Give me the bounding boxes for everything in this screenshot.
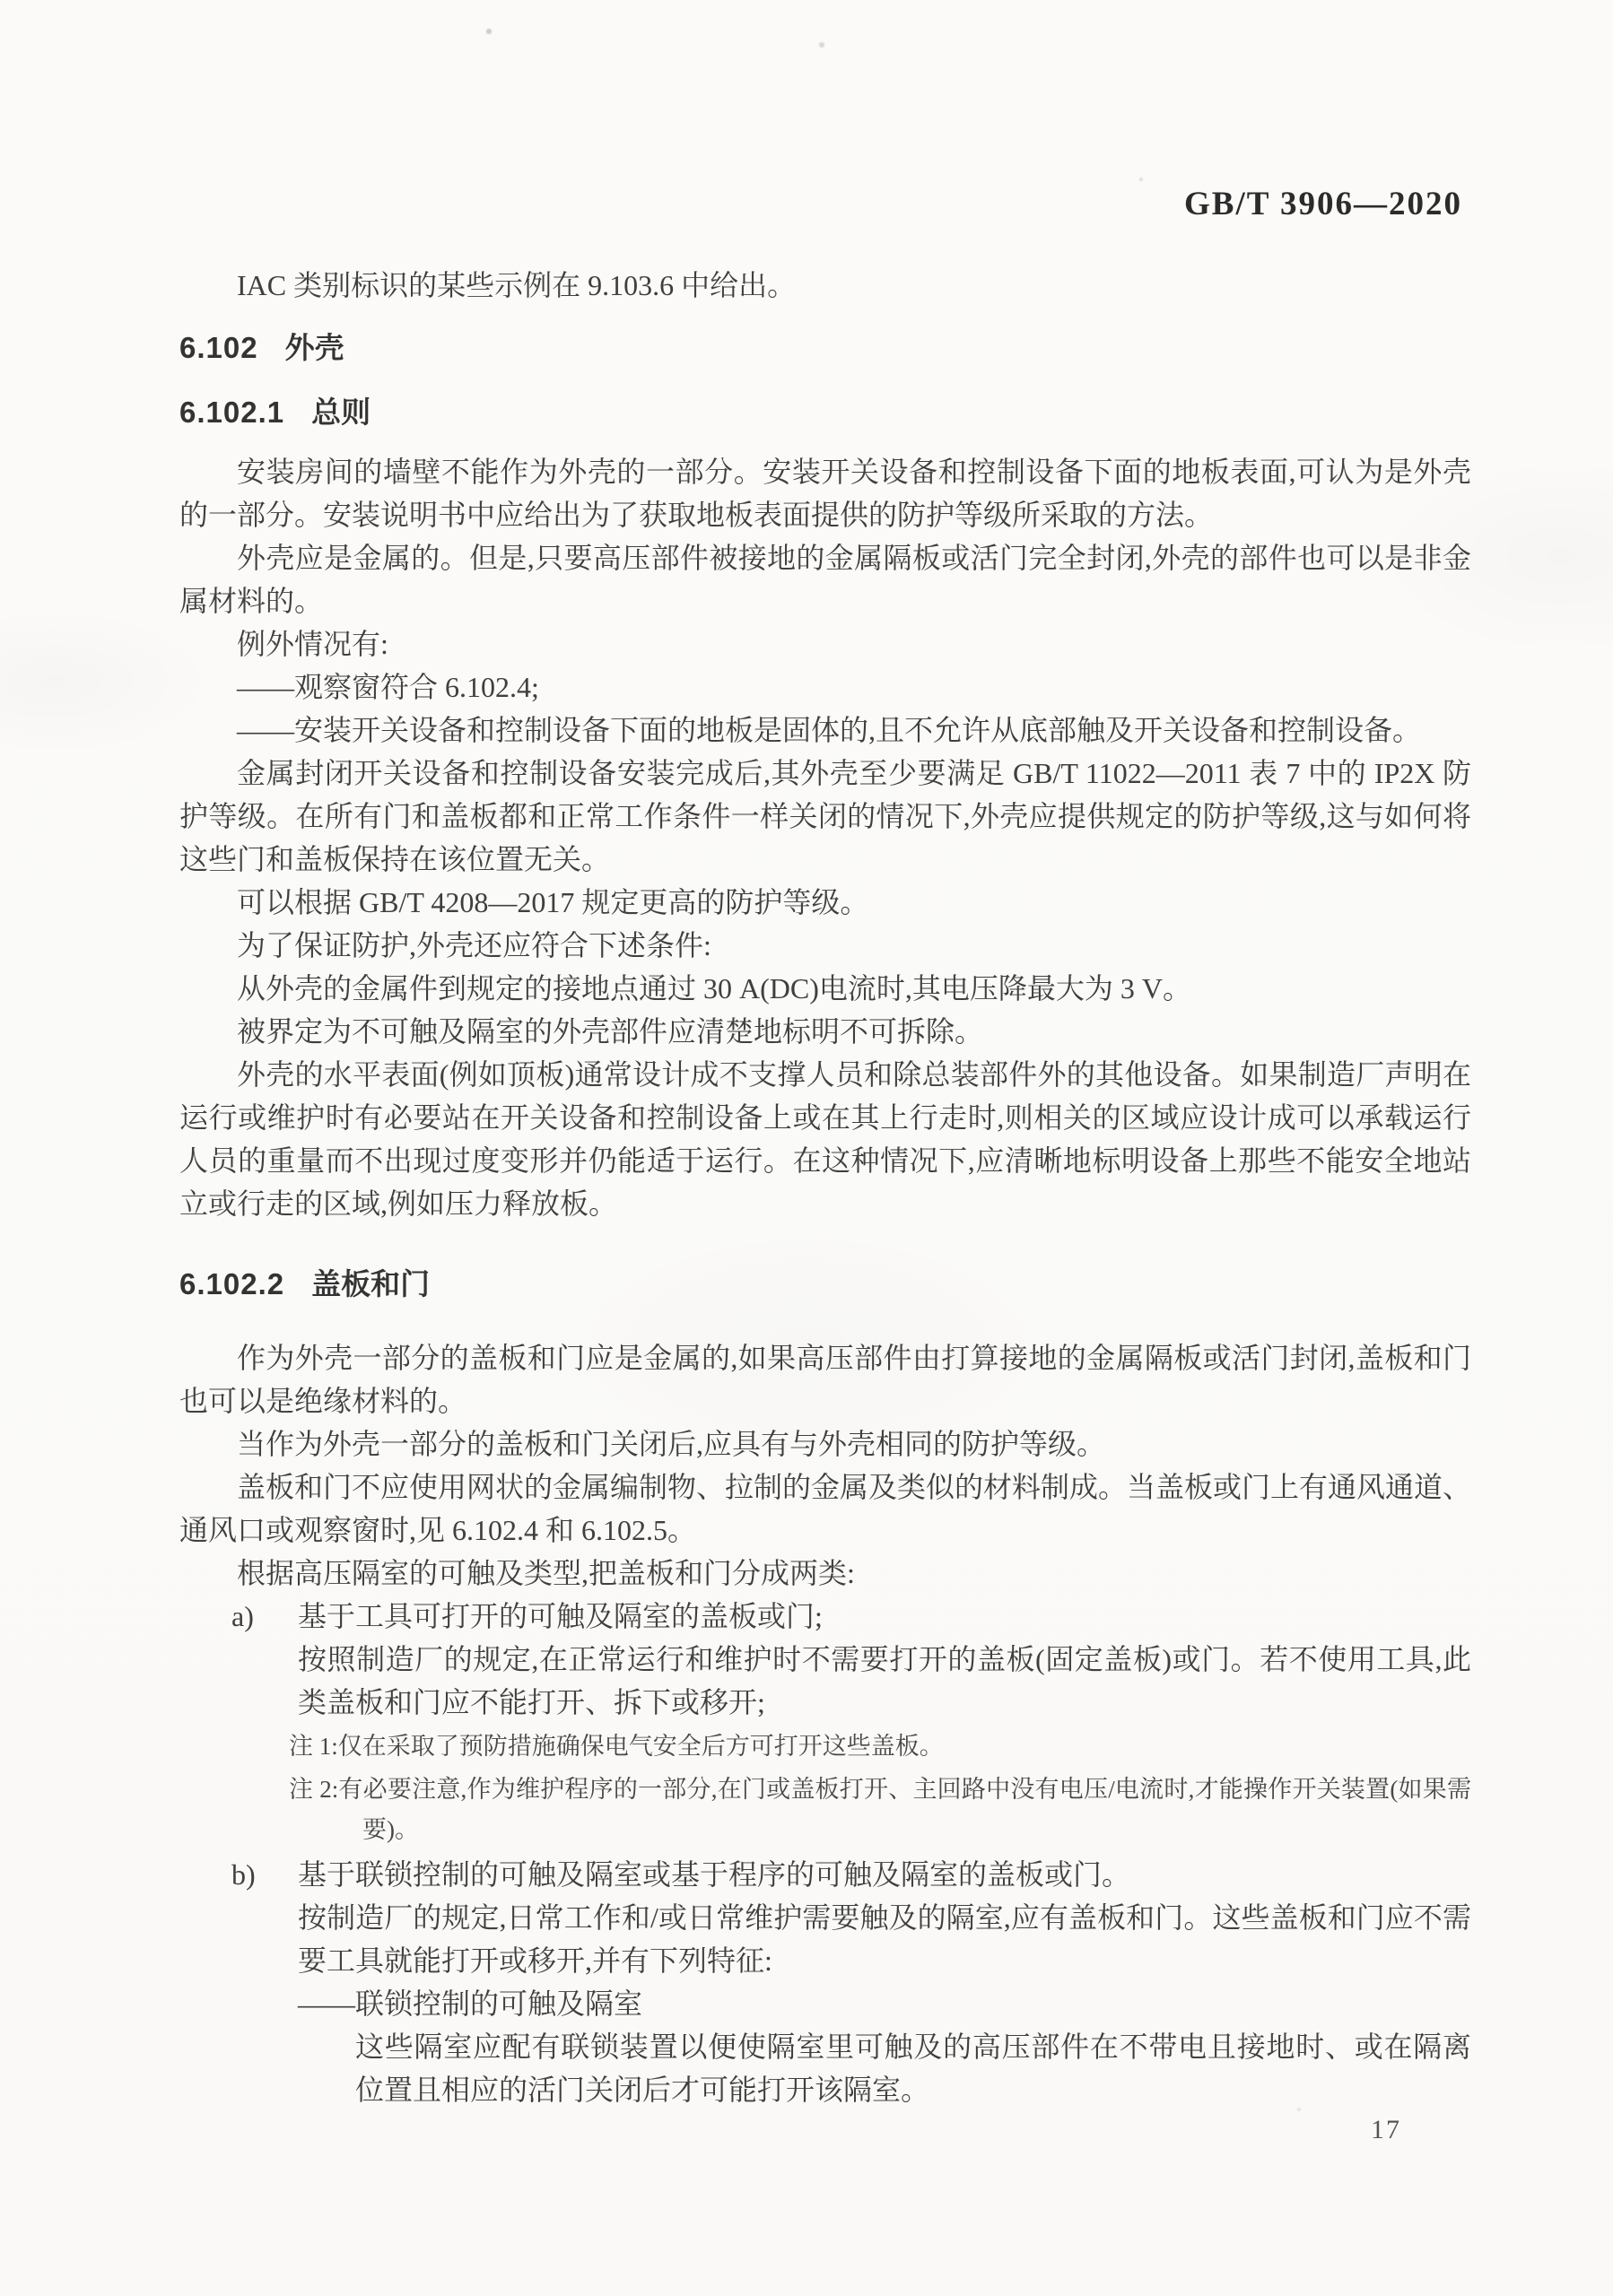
subsection-title: 盖板和门 — [311, 1267, 431, 1300]
paragraph: 外壳的水平表面(例如顶板)通常设计成不支撑人员和除总装部件外的其他设备。如果制造厂声明在运行或维护时有必要站在开关设备和控制设备上或在其上行走时,则相关的区域应设计成可以承载运行人员的重量而不出现过度变形并仍能适于运行。在这种情况下,应清晰地标明设备上那些不能安全地站立或行走的区域,例如压力释放板。 — [179, 1058, 1471, 1220]
paragraph: a) 基于工具可打开的可触及隔室的盖板或门; — [179, 1595, 1471, 1638]
paragraph: ——观察窗符合 6.102.4; — [237, 671, 539, 703]
list-marker: b) — [231, 1858, 256, 1891]
subsection-body-2 — [179, 1336, 1471, 2111]
subsection-heading-2 — [179, 1263, 1471, 1306]
paragraph: 作为外壳一部分的盖板和门应是金属的,如果高压部件由打算接地的金属隔板或活门封闭,盖板和门也可以是绝缘材料的。 — [179, 1342, 1471, 1417]
note-label: 注 1: — [289, 1733, 338, 1760]
paragraph: 外壳应是金属的。但是,只要高压部件被接地的金属隔板或活门完全封闭,外壳的部件也可以是非金属材料的。 — [179, 542, 1471, 617]
paragraph: 按照制造厂的规定,在正常运行和维护时不需要打开的盖板(固定盖板)或门。若不使用工具,此类盖板和门应不能打开、拆下或移开; — [298, 1643, 1471, 1718]
section-title: 外壳 — [284, 331, 344, 364]
section-number: 6.102 — [179, 331, 258, 364]
paragraph: 可以根据 GB/T 4208—2017 规定更高的防护等级。 — [237, 886, 869, 918]
paragraph: b) 基于联锁控制的可触及隔室或基于程序的可触及隔室的盖板或门。 — [179, 1853, 1471, 1896]
subsection-number: 6.102.1 — [179, 396, 285, 429]
note-paragraph: 注 1:仅在采取了预防措施确保电气安全后方可打开这些盖板。 — [289, 1733, 944, 1760]
paragraph: 根据高压隔室的可触及类型,把盖板和门分成两类: — [237, 1557, 855, 1589]
intro-paragraph: IAC 类别标识的某些示例在 9.103.6 中给出。 — [237, 269, 797, 301]
paragraph: 从外壳的金属件到规定的接地点通过 30 A(DC)电流时,其电压降最大为 3 V。 — [237, 972, 1191, 1004]
subsection-title: 总则 — [311, 396, 371, 429]
subsection-body-1 — [179, 450, 1471, 1225]
paragraph: ——安装开关设备和控制设备下面的地板是固体的,且不允许从底部触及开关设备和控制设备。 — [237, 714, 1422, 746]
standard-number: GB/T 3906—2020 — [1184, 186, 1462, 222]
paragraph: 按制造厂的规定,日常工作和/或日常维护需要触及的隔室,应有盖板和门。这些盖板和门应不需要工具就能打开或移开,并有下列特征: — [298, 1901, 1471, 1977]
subsection-heading-1 — [179, 391, 1471, 434]
paragraph: 这些隔室应配有联锁装置以便使隔室里可触及的高压部件在不带电且接地时、或在隔离位置且相应的活门关闭后才可能打开该隔室。 — [355, 2031, 1471, 2106]
section-heading — [179, 326, 1471, 370]
paragraph: 被界定为不可触及隔室的外壳部件应清楚地标明不可拆除。 — [237, 1015, 984, 1048]
paragraph: ——联锁控制的可触及隔室 — [298, 1987, 643, 2020]
paragraph: 盖板和门不应使用网状的金属编制物、拉制的金属及类似的材料制成。当盖板或门上有通风通道、通风口或观察窗时,见 6.102.4 和 6.102.5。 — [179, 1471, 1472, 1546]
note-paragraph: 注 2:有必要注意,作为维护程序的一部分,在门或盖板打开、主回路中没有电压/电流时,才能操作开关装置(如果需要)。 — [289, 1776, 1471, 1843]
subsection-2 — [179, 1263, 1471, 2111]
paragraph: 金属封闭开关设备和控制设备安装完成后,其外壳至少要满足 GB/T 11022—2011 表 7 中的 IP2X 防护等级。在所有门和盖板都和正常工作条件一样关闭的情况下,外壳应提供规定的防护等级,这与如何将这些门和盖板保持在该位置无关。 — [179, 757, 1471, 875]
page-number: 17 — [1371, 2115, 1401, 2144]
paragraph: 当作为外壳一部分的盖板和门关闭后,应具有与外壳相同的防护等级。 — [237, 1428, 1106, 1460]
paragraph: 为了保证防护,外壳还应符合下述条件: — [237, 929, 711, 961]
paragraph: 安装房间的墙壁不能作为外壳的一部分。安装开关设备和控制设备下面的地板表面,可认为是外壳的一部分。安装说明书中应给出为了获取地板表面提供的防护等级所采取的方法。 — [179, 456, 1471, 531]
note-label: 注 2: — [289, 1776, 339, 1803]
paragraph: 例外情况有: — [237, 628, 388, 660]
list-marker: a) — [231, 1600, 254, 1632]
subsection-number: 6.102.2 — [179, 1267, 285, 1300]
